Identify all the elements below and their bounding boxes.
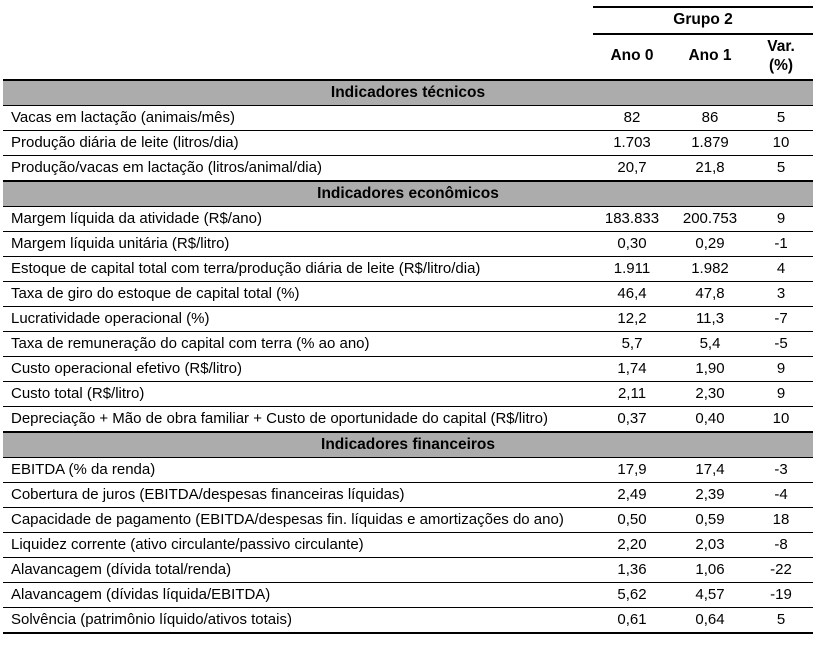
row-label: Capacidade de pagamento (EBITDA/despesas fin. líquidas e amortizações do ano)	[3, 508, 593, 533]
table-row	[3, 307, 813, 332]
row-value-ano1: 5,4	[671, 332, 749, 357]
row-value-ano1: 0,29	[671, 232, 749, 257]
row-value-ano0: 17,9	[593, 458, 671, 483]
table-row	[3, 508, 813, 533]
row-value-var: -3	[749, 458, 813, 483]
row-value-var: 5	[749, 156, 813, 182]
row-value-ano0: 1.911	[593, 257, 671, 282]
column-header-ano1: Ano 1	[688, 46, 732, 64]
section-header-technical	[3, 80, 813, 106]
row-value-ano0: 46,4	[593, 282, 671, 307]
row-label: Produção diária de leite (litros/dia)	[3, 131, 593, 156]
row-value-var: 3	[749, 282, 813, 307]
row-label: Margem líquida da atividade (R$/ano)	[3, 207, 593, 232]
section-header-financial	[3, 432, 813, 458]
table-row	[3, 257, 813, 282]
row-value-ano1: 2,03	[671, 533, 749, 558]
row-value-ano0: 0,30	[593, 232, 671, 257]
table-row	[3, 483, 813, 508]
row-value-ano0: 2,20	[593, 533, 671, 558]
table-row	[3, 583, 813, 608]
row-label: Alavancagem (dívidas líquida/EBITDA)	[3, 583, 593, 608]
row-value-ano0: 20,7	[593, 156, 671, 182]
row-value-ano1: 2,39	[671, 483, 749, 508]
row-value-ano1: 17,4	[671, 458, 749, 483]
table-row	[3, 357, 813, 382]
header-spacer	[3, 34, 593, 80]
row-value-ano0: 5,7	[593, 332, 671, 357]
row-value-ano1: 11,3	[671, 307, 749, 332]
indicators-table	[3, 6, 813, 634]
row-value-var: -4	[749, 483, 813, 508]
table-row	[3, 207, 813, 232]
row-value-ano0: 1,74	[593, 357, 671, 382]
table-row	[3, 608, 813, 634]
row-value-ano1: 1.879	[671, 131, 749, 156]
section-title: Indicadores econômicos	[3, 181, 813, 207]
row-value-var: -7	[749, 307, 813, 332]
group-header-row	[3, 7, 813, 34]
row-value-var: -22	[749, 558, 813, 583]
section-title: Indicadores técnicos	[3, 80, 813, 106]
row-value-ano1: 0,59	[671, 508, 749, 533]
column-header-row	[3, 34, 813, 80]
row-label: Custo operacional efetivo (R$/litro)	[3, 357, 593, 382]
row-value-ano1: 1,90	[671, 357, 749, 382]
table-row	[3, 232, 813, 257]
row-label: Margem líquida unitária (R$/litro)	[3, 232, 593, 257]
row-value-ano1: 86	[671, 106, 749, 131]
column-header-var-line2: (%)	[768, 57, 794, 74]
table-row	[3, 332, 813, 357]
row-label: Cobertura de juros (EBITDA/despesas financeiras líquidas)	[3, 483, 593, 508]
row-value-ano1: 1.982	[671, 257, 749, 282]
row-value-ano1: 1,06	[671, 558, 749, 583]
row-value-var: 9	[749, 207, 813, 232]
row-value-ano0: 0,37	[593, 407, 671, 433]
row-label: EBITDA (% da renda)	[3, 458, 593, 483]
row-value-var: -5	[749, 332, 813, 357]
table-row	[3, 458, 813, 483]
section-title: Indicadores financeiros	[3, 432, 813, 458]
row-value-ano0: 1.703	[593, 131, 671, 156]
row-label: Depreciação + Mão de obra familiar + Custo de oportunidade do capital (R$/litro)	[3, 407, 593, 433]
table-row	[3, 156, 813, 182]
row-label: Produção/vacas em lactação (litros/animal/dia)	[3, 156, 593, 182]
row-label: Custo total (R$/litro)	[3, 382, 593, 407]
row-value-var: 5	[749, 608, 813, 634]
row-value-ano1: 21,8	[671, 156, 749, 182]
table-row	[3, 382, 813, 407]
table-row	[3, 407, 813, 433]
row-value-ano1: 0,40	[671, 407, 749, 433]
row-value-var: -8	[749, 533, 813, 558]
row-label: Taxa de remuneração do capital com terra (% ao ano)	[3, 332, 593, 357]
row-value-ano1: 0,64	[671, 608, 749, 634]
column-header-var	[749, 34, 813, 80]
row-value-ano0: 183.833	[593, 207, 671, 232]
section-header-economic	[3, 181, 813, 207]
row-value-var: 10	[749, 407, 813, 433]
row-label: Estoque de capital total com terra/produção diária de leite (R$/litro/dia)	[3, 257, 593, 282]
row-label: Alavancagem (dívida total/renda)	[3, 558, 593, 583]
row-label: Liquidez corrente (ativo circulante/passivo circulante)	[3, 533, 593, 558]
row-value-var: 5	[749, 106, 813, 131]
row-label: Solvência (patrimônio líquido/ativos totais)	[3, 608, 593, 634]
table-row	[3, 131, 813, 156]
header-spacer	[3, 7, 593, 34]
table-row	[3, 558, 813, 583]
row-value-ano1: 200.753	[671, 207, 749, 232]
row-value-ano1: 2,30	[671, 382, 749, 407]
row-value-ano0: 12,2	[593, 307, 671, 332]
row-label: Vacas em lactação (animais/mês)	[3, 106, 593, 131]
column-header-var-line1: Var.	[767, 38, 795, 55]
row-value-ano0: 2,11	[593, 382, 671, 407]
table-row	[3, 533, 813, 558]
row-value-ano0: 82	[593, 106, 671, 131]
row-value-var: 4	[749, 257, 813, 282]
column-header-ano0: Ano 0	[610, 46, 654, 64]
row-value-ano0: 2,49	[593, 483, 671, 508]
row-value-var: -19	[749, 583, 813, 608]
table-row	[3, 282, 813, 307]
row-value-ano0: 1,36	[593, 558, 671, 583]
row-value-ano0: 0,61	[593, 608, 671, 634]
row-value-ano0: 5,62	[593, 583, 671, 608]
group-header: Grupo 2	[593, 7, 813, 34]
row-value-var: 18	[749, 508, 813, 533]
row-value-var: -1	[749, 232, 813, 257]
row-value-var: 9	[749, 382, 813, 407]
row-value-ano0: 0,50	[593, 508, 671, 533]
row-label: Lucratividade operacional (%)	[3, 307, 593, 332]
row-value-var: 9	[749, 357, 813, 382]
table-row	[3, 106, 813, 131]
row-value-ano1: 4,57	[671, 583, 749, 608]
row-value-ano1: 47,8	[671, 282, 749, 307]
row-label: Taxa de giro do estoque de capital total (%)	[3, 282, 593, 307]
row-value-var: 10	[749, 131, 813, 156]
